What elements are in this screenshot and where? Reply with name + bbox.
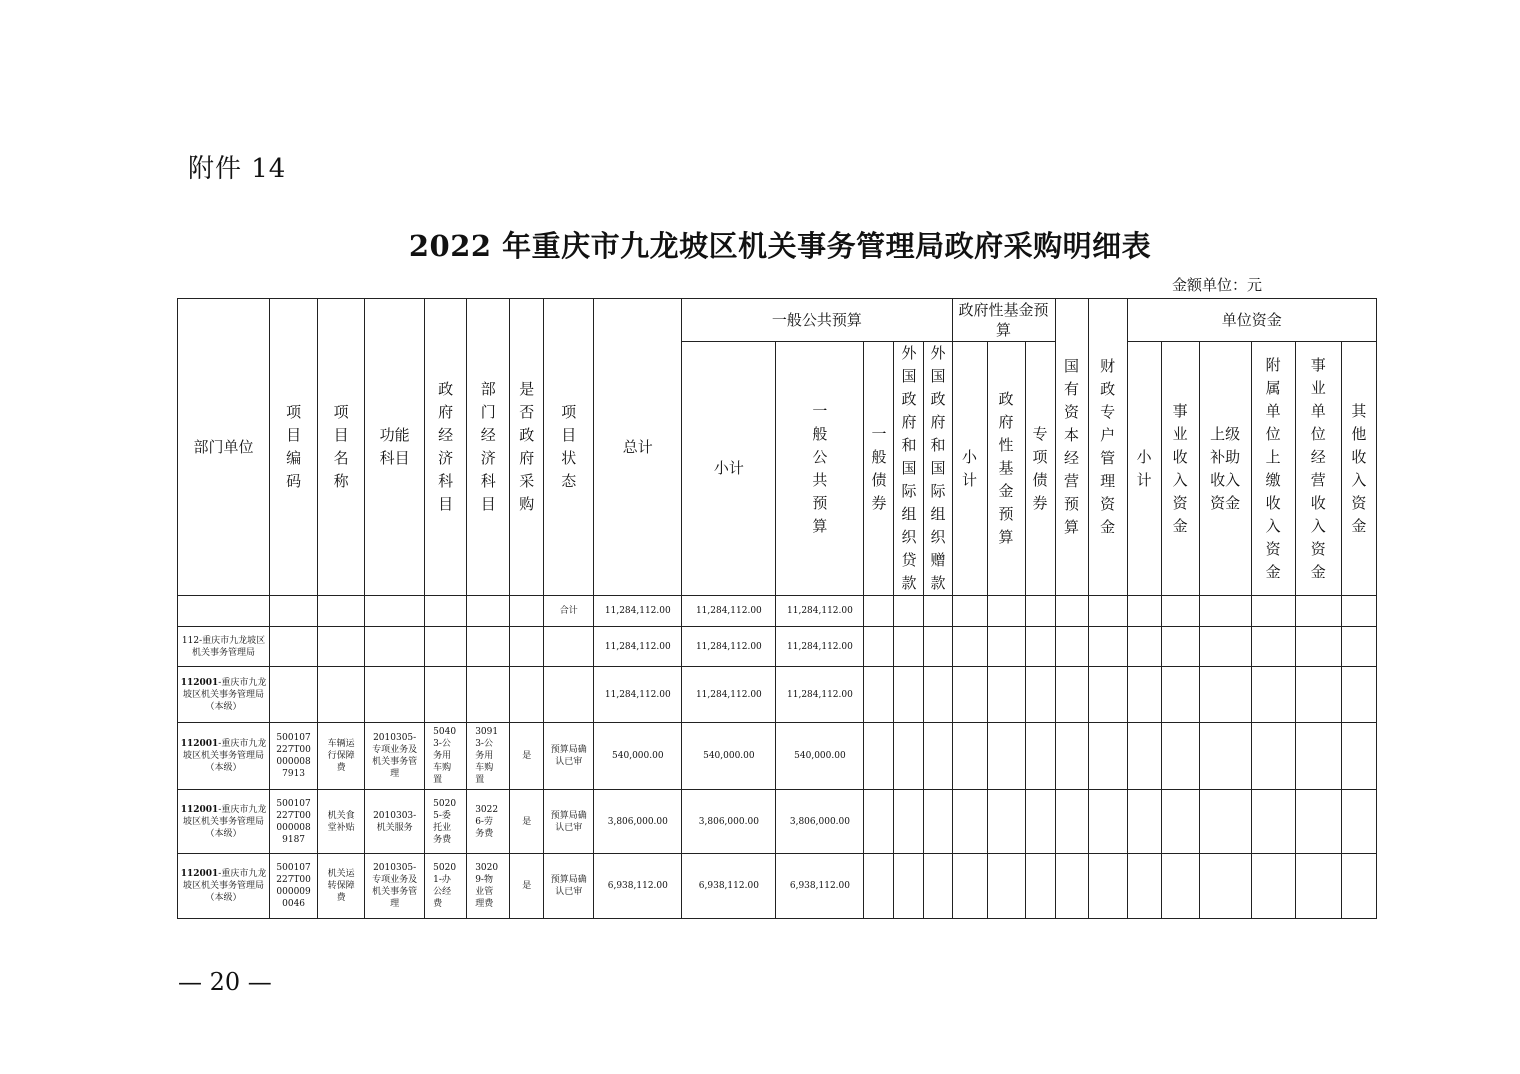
row-dept: 112001-重庆市九龙坡区机关事务管理局（本级） [178, 790, 270, 854]
procurement-table [177, 298, 1377, 919]
total-gb-general: 11,284,112.00 [776, 596, 864, 627]
row-dept: 112001-重庆市九龙坡区机关事务管理局（本级） [178, 667, 270, 723]
row-code: 500107227T000000087913 [270, 723, 318, 790]
header-gb-subtotal: 小计 [682, 342, 776, 596]
row-gov-econ: 50205-委托业务费 [425, 790, 467, 854]
page-title: 2022 年重庆市九龙坡区机关事务管理局政府采购明细表 [408, 229, 1152, 263]
total-amount: 11,284,112.00 [594, 596, 682, 627]
header-fiscal-special: 财政专户管理资金 [1088, 299, 1127, 596]
row-procure: 是 [510, 723, 544, 790]
header-dept: 部门单位 [178, 299, 270, 596]
row-gov-econ: 50403-公务用车购置 [425, 723, 467, 790]
header-gov-econ: 政府经济科目 [425, 299, 467, 596]
table-row [178, 790, 1377, 854]
header-gf-special-bonds: 专项债券 [1025, 342, 1055, 596]
header-gf-subtotal: 小计 [952, 342, 987, 596]
header-dept-econ: 部门经济科目 [467, 299, 510, 596]
row-dept-econ: 30913-公务用车购置 [467, 723, 510, 790]
total-gb-subtotal: 11,284,112.00 [682, 596, 776, 627]
header-gb-foreign-loans: 外国政府和国际组织贷款 [894, 342, 924, 596]
row-code: 500107227T000000090046 [270, 854, 318, 919]
page-number: — 20 — [178, 968, 272, 996]
row-gb-general: 11,284,112.00 [776, 627, 864, 667]
row-status: 预算局确认已审 [544, 790, 594, 854]
row-gb-general: 540,000.00 [776, 723, 864, 790]
header-uf-other: 其他收入资金 [1341, 342, 1376, 596]
header-uf-operation: 事业单位经营收入资金 [1295, 342, 1341, 596]
row-total: 11,284,112.00 [594, 667, 682, 723]
row-procure: 是 [510, 854, 544, 919]
table-row [178, 854, 1377, 919]
header-is-procurement: 是否政府采购 [510, 299, 544, 596]
header-project-name: 项目名称 [318, 299, 365, 596]
row-name: 机关食堂补贴 [318, 790, 365, 854]
row-function: 2010305-专项业务及机关事务管理 [365, 723, 425, 790]
header-uf-business: 事业收入资金 [1161, 342, 1199, 596]
row-dept: 112-重庆市九龙坡区机关事务管理局 [178, 627, 270, 667]
header-project-code: 项目编码 [270, 299, 318, 596]
header-project-status: 项目状态 [544, 299, 594, 596]
row-status: 预算局确认已审 [544, 854, 594, 919]
row-total: 6,938,112.00 [594, 854, 682, 919]
table-row [178, 723, 1377, 790]
header-unit-funds: 单位资金 [1127, 299, 1376, 342]
header-state-capital: 国有资本经营预算 [1055, 299, 1088, 596]
row-dept: 112001-重庆市九龙坡区机关事务管理局（本级） [178, 723, 270, 790]
row-gb-subtotal: 11,284,112.00 [682, 667, 776, 723]
row-gb-general: 6,938,112.00 [776, 854, 864, 919]
row-function: 2010305-专项业务及机关事务管理 [365, 854, 425, 919]
header-gb-bonds: 一般债券 [864, 342, 894, 596]
header-general-budget: 一般公共预算 [682, 299, 952, 342]
row-gb-subtotal: 3,806,000.00 [682, 790, 776, 854]
header-function-subject: 功能科目 [365, 299, 425, 596]
row-gb-subtotal: 11,284,112.00 [682, 627, 776, 667]
row-total: 11,284,112.00 [594, 627, 682, 667]
row-dept-econ: 30226-劳务费 [467, 790, 510, 854]
row-total: 540,000.00 [594, 723, 682, 790]
header-gb-general: 一般公共预算 [776, 342, 864, 596]
row-status: 预算局确认已审 [544, 723, 594, 790]
attachment-label: 附件 14 [188, 154, 287, 184]
row-gb-general: 3,806,000.00 [776, 790, 864, 854]
amount-unit-label: 金额单位：元 [1172, 276, 1263, 294]
header-total: 总计 [594, 299, 682, 596]
row-total: 3,806,000.00 [594, 790, 682, 854]
row-gov-econ: 50201-办公经费 [425, 854, 467, 919]
row-procure: 是 [510, 790, 544, 854]
header-uf-subtotal: 小计 [1127, 342, 1161, 596]
row-gb-general: 11,284,112.00 [776, 667, 864, 723]
row-name: 机关运转保障费 [318, 854, 365, 919]
header-gov-fund: 政府性基金预算 [952, 299, 1055, 342]
header-uf-superior: 上级补助收入资金 [1199, 342, 1251, 596]
table-row [178, 667, 1377, 723]
header-uf-affiliated: 附属单位上缴收入资金 [1251, 342, 1295, 596]
row-dept: 112001-重庆市九龙坡区机关事务管理局（本级） [178, 854, 270, 919]
header-gf-fund: 政府性基金预算 [987, 342, 1025, 596]
total-label: 合计 [544, 596, 594, 627]
row-gb-subtotal: 6,938,112.00 [682, 854, 776, 919]
table-row [178, 627, 1377, 667]
header-gb-foreign-grants: 外国政府和国际组织赠款 [924, 342, 952, 596]
row-dept-econ: 30209-物业管理费 [467, 854, 510, 919]
row-function: 2010303-机关服务 [365, 790, 425, 854]
total-row [178, 596, 1377, 627]
row-gb-subtotal: 540,000.00 [682, 723, 776, 790]
row-code: 500107227T000000089187 [270, 790, 318, 854]
row-name: 车辆运行保障费 [318, 723, 365, 790]
